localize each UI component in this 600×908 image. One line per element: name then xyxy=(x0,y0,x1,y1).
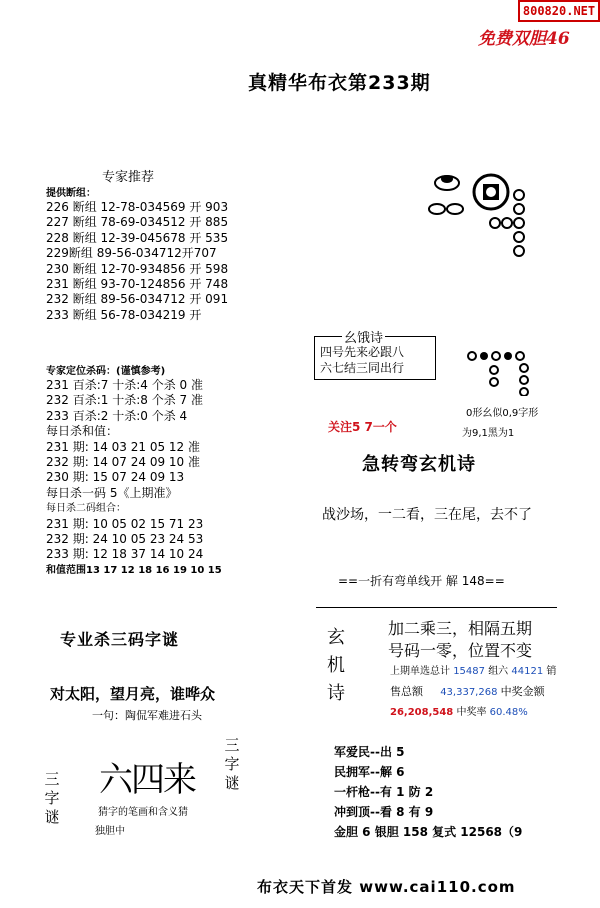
list-item: 民拥军--解 6 xyxy=(334,765,405,779)
stat-value: 26,208,548 xyxy=(390,707,454,718)
label-char: 诗 xyxy=(327,683,345,704)
label-char: 字 xyxy=(224,755,240,773)
list-item: 232 期: 14 07 24 09 10 准 xyxy=(46,455,200,470)
stat-label: 上期单选总计 xyxy=(390,666,450,677)
kill-list xyxy=(46,378,222,578)
big-riddle-word: 六四来 xyxy=(99,760,195,800)
list-item: 233 期: 12 18 37 14 10 24 xyxy=(46,547,204,562)
discount-line: ==一折有弯单线开 解 148== xyxy=(338,574,505,588)
xuanji-line: 号码一零，位置不变 xyxy=(388,641,533,660)
xuanji-line: 加二乘三，相隔五期 xyxy=(388,619,533,638)
list-item: 226 断组 12-78-034569 开 903 xyxy=(46,200,229,214)
poem-note: 为9,1黑为1 xyxy=(462,428,515,439)
focus-note: 关注5 7一个 xyxy=(328,420,397,434)
list-item: 冲到顶--看 8 有 9 xyxy=(334,805,434,819)
poem-line: 四号先来必跟八 xyxy=(320,345,405,359)
sum-range: 和值范围13 17 12 18 16 19 10 15 xyxy=(46,564,222,576)
label-char: 谜 xyxy=(224,774,240,792)
label-char: 机 xyxy=(327,655,345,676)
list-item: 232 断组 89-56-034712 开 091 xyxy=(46,292,229,307)
battle-line: 战沙场，一二看，三在尾，去不了 xyxy=(322,507,532,523)
list-item: 231 百杀:7 十杀:4 个杀 0 准 xyxy=(46,378,203,392)
list-item: 227 断组 78-69-034512 开 885 xyxy=(46,215,229,230)
bottom-list xyxy=(334,742,522,842)
kill-heading: 专家定位杀码：(谨慎参考) xyxy=(46,366,166,377)
three-char-label-right xyxy=(224,736,240,793)
label-char: 三 xyxy=(224,736,240,754)
riddle-line: 对太阳，望月亮，谁哗众 xyxy=(50,685,216,703)
expert-sub: 提供断组： xyxy=(46,188,96,199)
riddle-note: 猜字的笔画和含义猜 xyxy=(98,807,188,818)
label-char: 玄 xyxy=(327,627,345,648)
beads-picture xyxy=(464,348,534,396)
list-item: 232 期: 24 10 05 23 24 53 xyxy=(46,532,204,547)
dice-coin-picture xyxy=(425,165,535,265)
two-code-heading: 每日杀二码组合： xyxy=(46,503,126,515)
list-item: 230 期: 15 07 24 09 13 xyxy=(46,470,185,485)
riddle-poem-title: 急转弯玄机诗 xyxy=(362,454,476,475)
stat-label: 销 xyxy=(546,666,557,677)
label-char: 字 xyxy=(44,789,60,807)
one-code-kill: 每日杀一码 5《上期准》 xyxy=(46,485,178,500)
list-item: 233 百杀:2 十杀:0 个杀 4 xyxy=(46,408,188,423)
poem-lines xyxy=(320,344,404,376)
stat-value: 43,337,268 xyxy=(440,687,498,698)
stat-value: 44121 xyxy=(511,666,544,677)
footer-site: 布衣天下首发 www.cai110.com xyxy=(257,878,516,896)
stat-label: 中奖率 xyxy=(456,707,487,718)
riddle-heading: 专业杀三码字谜 xyxy=(60,630,180,649)
xuanji-lines xyxy=(388,618,532,662)
xuanji-label xyxy=(326,624,346,708)
stat-value: 15487 xyxy=(453,666,485,677)
label-char: 三 xyxy=(44,770,60,788)
expert-heading: 专家推荐 xyxy=(102,170,155,185)
stat-label: 组六 xyxy=(488,666,509,677)
expert-list xyxy=(46,200,228,323)
free-double-tag: 免费双胆46 xyxy=(478,29,570,49)
list-item: 军爱民--出 5 xyxy=(334,745,405,759)
page-title: 真精华布衣第233期 xyxy=(248,72,431,94)
poem-line: 六七结三同出行 xyxy=(320,361,405,375)
list-item: 229断组 89-56-034712开707 xyxy=(46,246,217,261)
poem-note: 0形幺似0,9字形 xyxy=(466,408,539,419)
site-watermark: 800820.NET xyxy=(518,0,600,22)
stat-label: 中奖金额 xyxy=(500,685,545,698)
list-item: 230 断组 12-70-934856 开 598 xyxy=(46,261,229,276)
riddle-note: 独胆中 xyxy=(95,826,125,837)
riddle-hint: 一句：陶侃军难进石头 xyxy=(92,709,202,722)
sales-stats xyxy=(390,662,556,723)
list-item: 一杆枪--有 1 防 2 xyxy=(334,785,434,799)
list-item: 232 百杀:1 十杀:8 个杀 7 准 xyxy=(46,393,203,408)
three-char-label-left xyxy=(44,770,60,827)
list-item: 231 期: 14 03 21 05 12 准 xyxy=(46,439,200,454)
list-item: 231 期: 10 05 02 15 71 23 xyxy=(46,516,204,531)
list-item: 金胆 6 银胆 158 复式 12568（9 xyxy=(334,825,523,839)
stat-value: 60.48% xyxy=(489,707,528,718)
stat-label: 售总额 xyxy=(390,685,423,698)
list-item: 228 断组 12-39-045678 开 535 xyxy=(46,230,229,245)
poem-title: 幺饿诗 xyxy=(342,327,385,346)
sum-heading: 每日杀和值： xyxy=(46,424,119,439)
list-item: 231 断组 93-70-124856 开 748 xyxy=(46,277,229,292)
label-char: 谜 xyxy=(44,808,60,826)
list-item: 233 断组 56-78-034219 开 xyxy=(46,307,202,322)
